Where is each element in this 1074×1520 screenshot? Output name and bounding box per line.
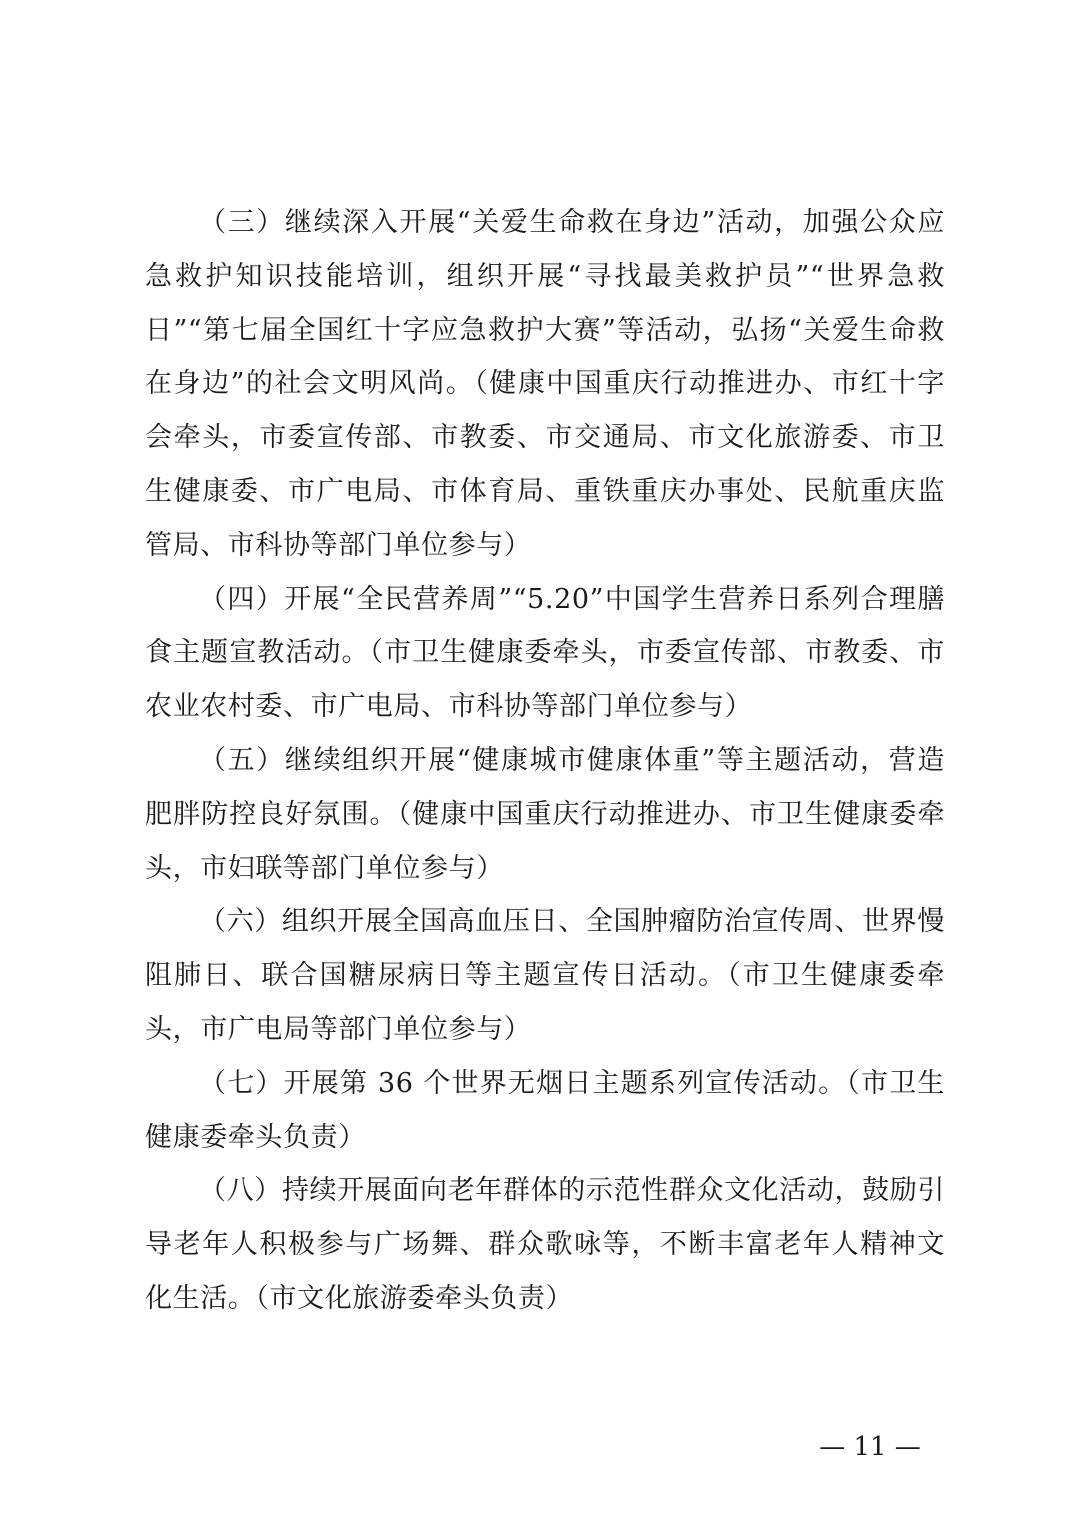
paragraph-item-3: （三）继续深入开展“关爱生命救在身边”活动，加强公众应急救护知识技能培训，组织开展“寻找最美救护员”“世界急救日”“第七届全国红十字应急救护大赛”等活动，弘扬“关爱生命救在身边”的社会文明风尚。（健康中国重庆行动推进办、市红十字会牵头，市委宣传部、市教委、市交通局、市文化旅游委、市卫生健康委、市广电局、市体育局、重铁重庆办事处、民航重庆监管局、市科协等部门单位参与） bbox=[145, 207, 945, 561]
paragraph-item-4: （四）开展“全民营养周”“5.20”中国学生营养日系列合理膳食主题宣教活动。（市卫生健康委牵头，市委宣传部、市教委、市农业农村委、市广电局、市科协等部门单位参与） bbox=[145, 583, 945, 723]
page-number: — 11 — bbox=[819, 1432, 921, 1462]
paragraph-item-7: （七）开展第 36 个世界无烟日主题系列宣传活动。（市卫生健康委牵头负责） bbox=[145, 1067, 945, 1153]
paragraph-item-6: （六）组织开展全国高血压日、全国肿瘤防治宣传周、世界慢阻肺日、联合国糖尿病日等主题宣传日活动。（市卫生健康委牵头，市广电局等部门单位参与） bbox=[145, 906, 945, 1045]
paragraph-item-5: （五）继续组织开展“健康城市健康体重”等主题活动，营造肥胖防控良好氛围。（健康中国重庆行动推进办、市卫生健康委牵头，市妇联等部门单位参与） bbox=[145, 744, 945, 884]
document-body bbox=[145, 196, 945, 1326]
paragraph-item-8: （八）持续开展面向老年群体的示范性群众文化活动，鼓励引导老年人积极参与广场舞、群众歌咏等，不断丰富老年人精神文化生活。（市文化旅游委牵头负责） bbox=[145, 1175, 945, 1314]
